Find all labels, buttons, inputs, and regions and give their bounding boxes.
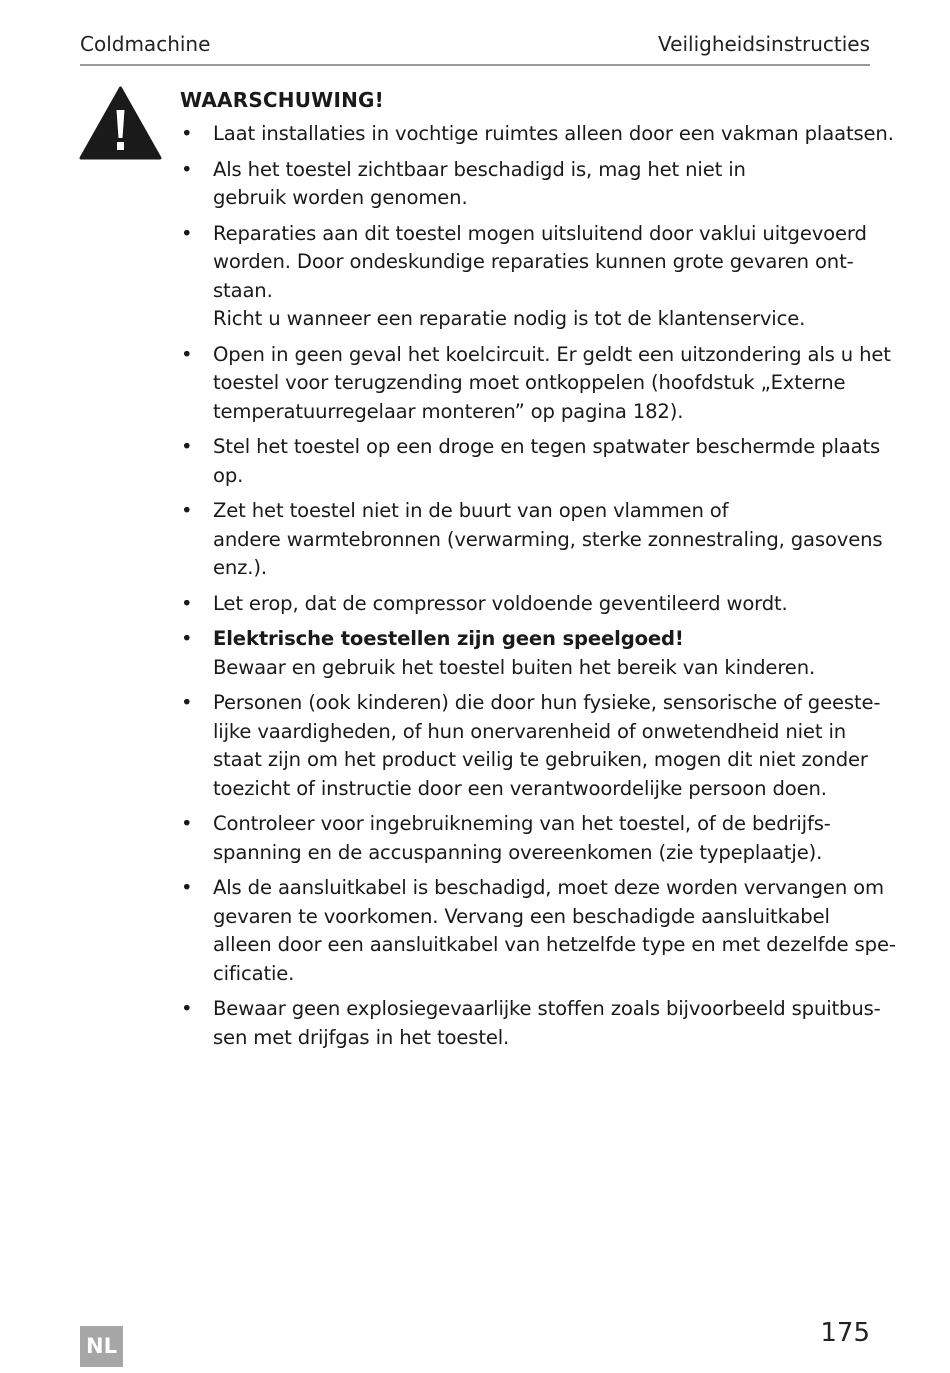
warning-item-text-line: andere warmtebronnen (verwarming, sterke zonnestraling, gasovens xyxy=(213,527,883,551)
bullet-marker: • xyxy=(181,122,193,145)
warning-item-text-line: Stel het toestel op een droge en tegen spatwater beschermde plaats xyxy=(213,435,881,458)
warning-item-text-line: enz.). xyxy=(213,556,267,579)
warning-item xyxy=(180,220,870,334)
warning-item-text-line: op. xyxy=(213,463,244,487)
bullet-marker: • xyxy=(181,812,193,835)
bullet-marker: • xyxy=(181,342,193,366)
page-header xyxy=(80,30,870,66)
warning-item xyxy=(180,341,891,427)
warning-item-text-line: spanning en de accuspanning overeenkomen (zie typeplaatje). xyxy=(213,840,823,864)
warning-item-text-line: staan. xyxy=(213,278,273,302)
warning-item-text-line: Als de aansluitkabel is beschadigd, moet deze worden vervangen om xyxy=(213,876,884,899)
bullet-marker: • xyxy=(181,691,193,714)
warning-item xyxy=(180,590,870,619)
warning-item-text-line: Controleer voor ingebruikneming van het toestel, of de bedrijfs- xyxy=(213,812,831,835)
bullet-marker: • xyxy=(181,591,193,615)
warning-item-text-line: toezicht of instructie door een verantwoordelijke persoon doen. xyxy=(213,776,827,800)
warning-item-text-line: Let erop, dat de compressor voldoende geventileerd wordt. xyxy=(213,591,788,615)
warning-item-text-line: Laat installaties in vochtige ruimtes alleen door een vakman plaatsen. xyxy=(213,122,894,145)
warning-item-text-line: worden. Door ondeskundige reparaties kunnen grote gevaren ont- xyxy=(213,250,854,273)
bullet-marker: • xyxy=(181,499,193,522)
warning-item-text-line: Open in geen geval het koelcircuit. Er geldt een uitzondering als u het xyxy=(213,342,891,366)
warning-item xyxy=(180,995,881,1052)
warning-item-text-line: Bewaar en gebruik het toestel buiten het bereik van kinderen. xyxy=(213,655,816,679)
warning-item-text-line: gebruik worden genomen. xyxy=(213,186,468,209)
warning-item-text-line: alleen door een aansluitkabel van hetzelfde type en met dezelfde spe- xyxy=(213,933,896,956)
warning-item-text-line: Bewaar geen explosiegevaarlijke stoffen zoals bijvoorbeeld spuitbus- xyxy=(213,997,881,1020)
warning-item xyxy=(180,497,883,583)
bullet-marker: • xyxy=(181,221,193,245)
warning-item-text-line: temperatuurregelaar monteren” op pagina 182). xyxy=(213,399,684,423)
warning-item-text-line: Personen (ook kinderen) die door hun fysieke, sensorische of geeste- xyxy=(213,691,881,714)
warning-item-text-line: Als het toestel zichtbaar beschadigd is, mag het niet in xyxy=(213,157,746,181)
warning-item xyxy=(180,874,896,988)
header-section-title: Veiligheidsinstructies xyxy=(658,32,870,56)
warning-title: WAARSCHUWING! xyxy=(180,88,384,112)
warning-item xyxy=(180,433,881,490)
warning-item-text-line: toestel voor terugzending moet ontkoppelen (hoofdstuk „Externe xyxy=(213,371,846,394)
warning-item-text-line: cificatie. xyxy=(213,961,295,985)
warning-item xyxy=(180,625,870,682)
warning-list xyxy=(180,120,896,1052)
warning-item-text-line: staat zijn om het product veilig te gebruiken, mogen dit niet zonder xyxy=(213,748,868,771)
warning-item-text-line: lijke vaardigheden, of hun onervarenheid of onwetendheid niet in xyxy=(213,719,847,743)
warning-item xyxy=(180,120,894,149)
warning-item-text-line: Reparaties aan dit toestel mogen uitsluitend door vaklui uitgevoerd xyxy=(213,221,867,245)
warning-item-text-line: gevaren te voorkomen. Vervang een beschadigde aansluitkabel xyxy=(213,904,830,928)
warning-item-text-line: Richt u wanneer een reparatie nodig is tot de klantenservice. xyxy=(213,307,806,330)
warning-item xyxy=(180,689,881,803)
bullet-marker: • xyxy=(181,997,193,1020)
warning-triangle-icon xyxy=(79,86,162,160)
bullet-marker: • xyxy=(181,435,193,458)
warning-item xyxy=(180,156,870,213)
page-number: 175 xyxy=(820,1318,870,1348)
warning-item-bold-heading: Elektrische toestellen zijn geen speelgoed! xyxy=(213,627,684,650)
warning-section xyxy=(180,86,896,1059)
warning-item xyxy=(180,810,870,867)
bullet-marker: • xyxy=(181,876,193,899)
bullet-marker: • xyxy=(181,627,193,650)
warning-item-text-line: Zet het toestel niet in de buurt van open vlammen of xyxy=(213,499,729,522)
header-product-name: Coldmachine xyxy=(80,32,211,56)
language-badge: NL xyxy=(80,1326,123,1367)
bullet-marker: • xyxy=(181,157,193,181)
warning-item-text-line: sen met drijfgas in het toestel. xyxy=(213,1025,510,1049)
